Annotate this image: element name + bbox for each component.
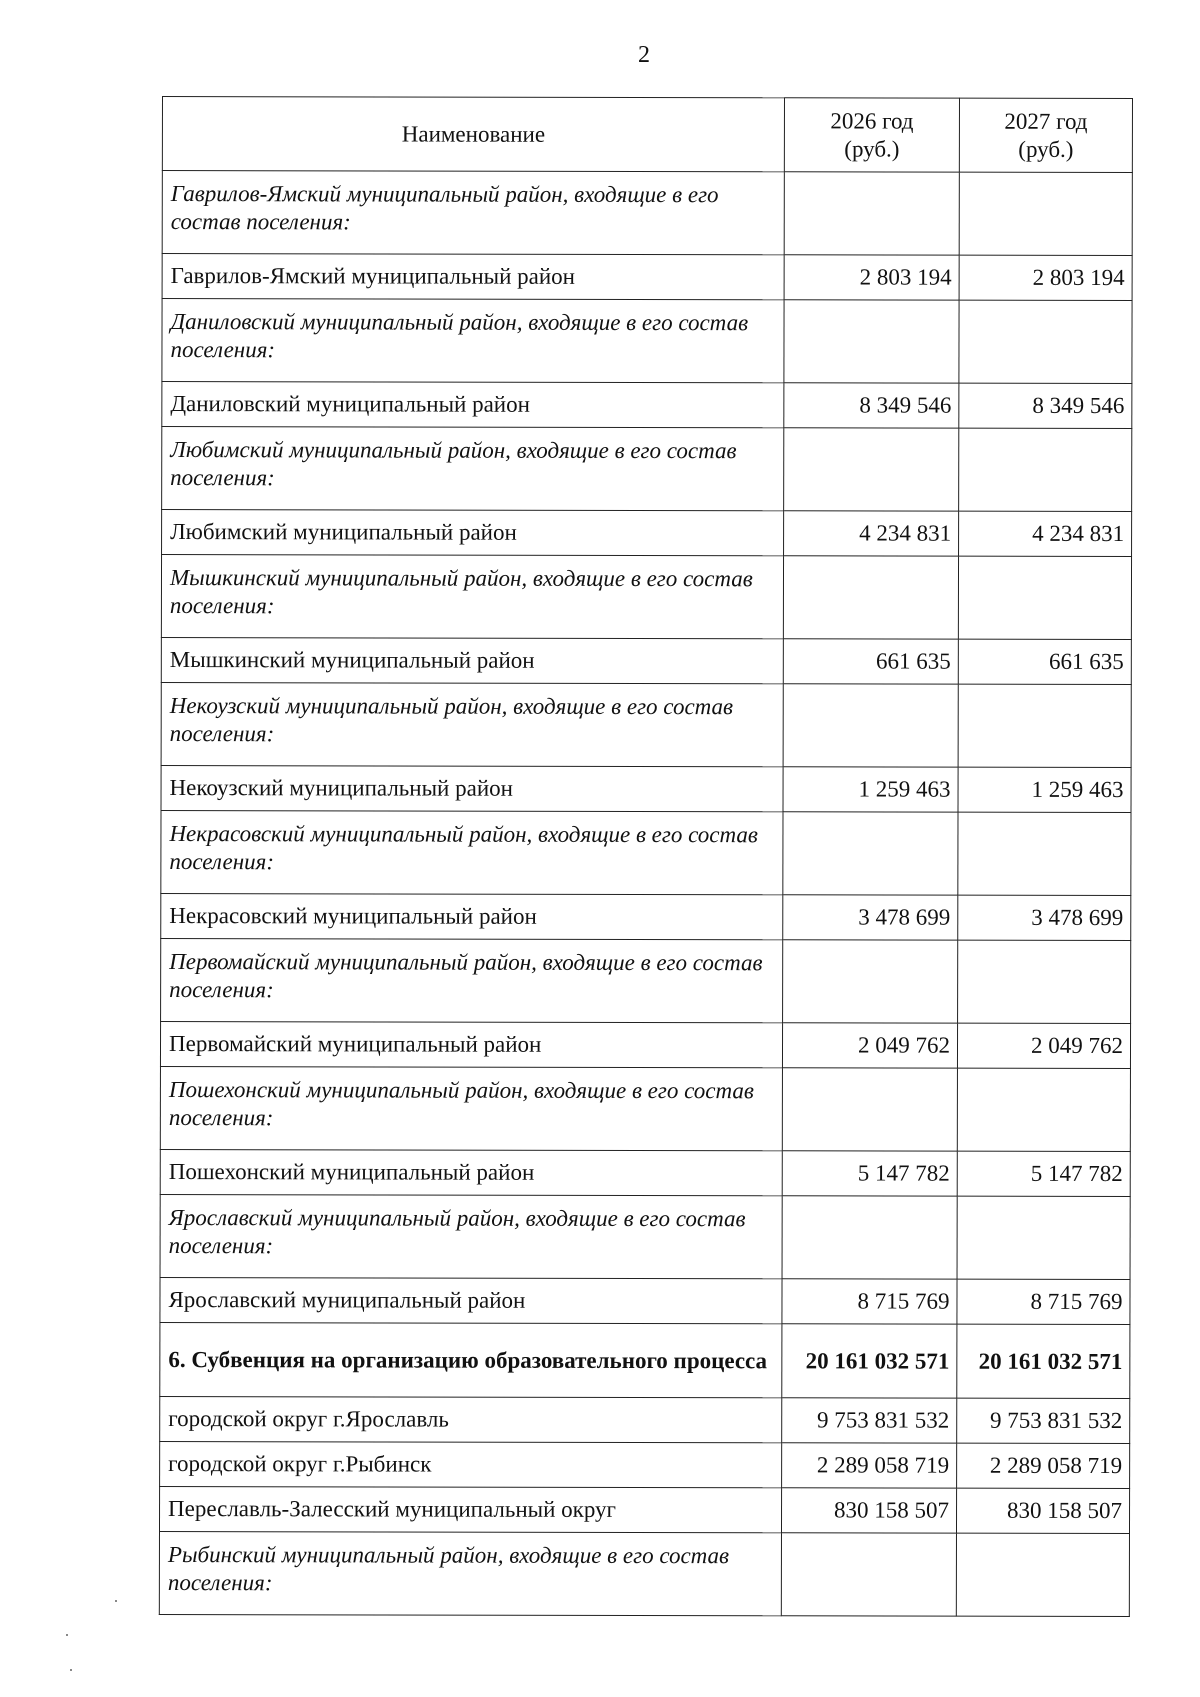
value-2027-cell (957, 1196, 1130, 1279)
row-name-cell: Ярославский муниципальный район (160, 1277, 782, 1323)
row-name-cell: Рыбинский муниципальный район, входящие в его состав поселения: (159, 1531, 781, 1615)
table-group-row (162, 171, 1132, 256)
budget-table-container (159, 96, 1133, 1617)
value-2027-cell: 5 147 782 (957, 1151, 1130, 1196)
header-name: Наименование (162, 97, 784, 172)
row-name-cell: Некрасовский муниципальный район, входящие в его состав поселения: (161, 810, 783, 894)
table-group-row (159, 1531, 1129, 1616)
scan-speck (115, 1600, 117, 1602)
table-group-row (162, 299, 1132, 384)
value-2027-cell: 1 259 463 (958, 767, 1131, 812)
row-name-cell: Даниловский муниципальный район (162, 382, 784, 428)
value-2026-cell (781, 1533, 956, 1616)
value-2027-cell (958, 812, 1131, 895)
table-row (161, 765, 1131, 812)
value-2027-cell (956, 1533, 1129, 1616)
value-2026-cell: 1 259 463 (783, 767, 958, 812)
value-2027-cell (957, 1068, 1130, 1151)
value-2026-cell (784, 428, 959, 511)
value-2027-cell: 661 635 (958, 639, 1131, 684)
row-name-cell: Пошехонский муниципальный район, входящие в его состав поселения: (160, 1066, 782, 1150)
scan-speck (66, 1634, 68, 1636)
table-row (162, 510, 1132, 557)
value-2027-cell: 9 753 831 532 (957, 1398, 1130, 1443)
row-name-cell: Любимский муниципальный район, входящие в его состав поселения: (162, 427, 784, 511)
value-2027-cell: 8 349 546 (959, 383, 1132, 428)
table-row (159, 1486, 1129, 1533)
table-header-row (162, 97, 1132, 173)
scan-speck (70, 1669, 72, 1671)
value-2027-cell: 3 478 699 (958, 895, 1131, 940)
row-name-cell: Мышкинский муниципальный район (161, 637, 783, 683)
table-row (161, 637, 1131, 684)
row-name-cell: Первомайский муниципальный район, входящие в его состав поселения: (161, 938, 783, 1022)
row-name-cell: Переславль-Залесский муниципальный округ (159, 1486, 781, 1532)
value-2027-cell: 20 161 032 571 (957, 1324, 1130, 1398)
value-2027-cell (958, 556, 1131, 639)
row-name-cell: Гаврилов-Ямский муниципальный район, входящие в его состав поселения: (162, 171, 784, 255)
table-row (160, 1277, 1130, 1324)
value-2027-cell (958, 940, 1131, 1023)
value-2026-cell: 661 635 (783, 639, 958, 684)
value-2026-cell (783, 684, 958, 767)
row-name-cell: Первомайский муниципальный район (160, 1021, 782, 1067)
page-number: 2 (638, 42, 650, 68)
value-2027-cell: 2 289 058 719 (957, 1443, 1130, 1488)
table-group-row (160, 1066, 1130, 1151)
row-name-cell: городской округ г.Ярославль (160, 1396, 782, 1442)
value-2026-cell: 20 161 032 571 (782, 1324, 957, 1398)
value-2027-cell (959, 172, 1132, 255)
value-2026-cell: 2 803 194 (784, 255, 959, 300)
row-name-cell: Гаврилов-Ямский муниципальный район (162, 254, 784, 300)
value-2026-cell (783, 940, 958, 1023)
table-row (161, 893, 1131, 940)
table-group-row (161, 810, 1131, 895)
table-group-row (161, 938, 1131, 1023)
table-total-row (160, 1322, 1130, 1398)
value-2026-cell (782, 1068, 957, 1151)
table-body (159, 171, 1132, 1617)
value-2027-cell: 830 158 507 (956, 1488, 1129, 1533)
value-2026-cell (783, 556, 958, 639)
row-name-cell: городской округ г.Рыбинск (160, 1441, 782, 1487)
value-2027-cell: 4 234 831 (959, 511, 1132, 556)
value-2026-cell: 8 715 769 (782, 1279, 957, 1324)
table-group-row (160, 1194, 1130, 1279)
table-row (160, 1149, 1130, 1196)
value-2026-cell: 8 349 546 (784, 383, 959, 428)
value-2026-cell: 4 234 831 (784, 511, 959, 556)
table-group-row (162, 427, 1132, 512)
value-2026-cell (784, 300, 959, 383)
table-row (160, 1441, 1130, 1488)
row-name-cell: Некоузский муниципальный район (161, 765, 783, 811)
value-2026-cell: 3 478 699 (783, 895, 958, 940)
table-group-row (161, 682, 1131, 767)
table-row (160, 1021, 1130, 1068)
table-row (162, 382, 1132, 429)
table-row (160, 1396, 1130, 1443)
value-2026-cell (784, 172, 959, 255)
value-2026-cell (782, 1196, 957, 1279)
value-2026-cell: 5 147 782 (782, 1151, 957, 1196)
row-name-cell: Любимский муниципальный район (162, 510, 784, 556)
value-2027-cell: 8 715 769 (957, 1279, 1130, 1324)
row-name-cell: Некоузский муниципальный район, входящие в его состав поселения: (161, 682, 783, 766)
value-2027-cell (958, 684, 1131, 767)
row-name-cell: 6. Субвенция на организацию образовательного процесса (160, 1322, 782, 1397)
table-row (162, 254, 1132, 301)
row-name-cell: Мышкинский муниципальный район, входящие в его состав поселения: (161, 555, 783, 639)
budget-table (159, 96, 1133, 1617)
value-2026-cell: 2 289 058 719 (782, 1443, 957, 1488)
value-2027-cell (959, 300, 1132, 383)
header-year-2027: 2027 год (руб.) (959, 98, 1132, 172)
row-name-cell: Даниловский муниципальный район, входящие в его состав поселения: (162, 299, 784, 383)
value-2027-cell: 2 803 194 (959, 255, 1132, 300)
value-2027-cell: 2 049 762 (957, 1023, 1130, 1068)
value-2027-cell (959, 428, 1132, 511)
row-name-cell: Ярославский муниципальный район, входящие в его состав поселения: (160, 1194, 782, 1278)
value-2026-cell: 9 753 831 532 (782, 1398, 957, 1443)
header-year-2026: 2026 год (руб.) (784, 98, 959, 172)
row-name-cell: Некрасовский муниципальный район (161, 893, 783, 939)
row-name-cell: Пошехонский муниципальный район (160, 1149, 782, 1195)
value-2026-cell: 2 049 762 (782, 1023, 957, 1068)
table-group-row (161, 555, 1131, 640)
value-2026-cell: 830 158 507 (781, 1488, 956, 1533)
value-2026-cell (783, 812, 958, 895)
